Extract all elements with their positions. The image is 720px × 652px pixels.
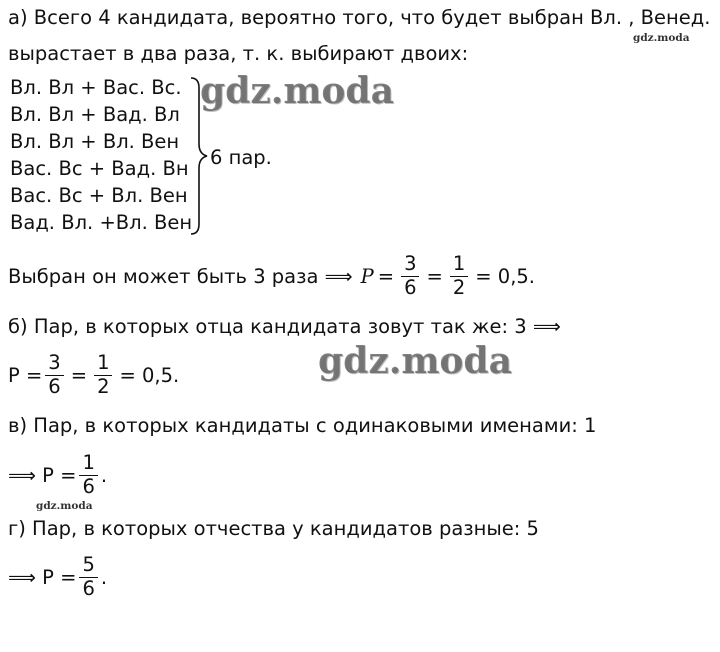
watermark-small-middle: gdz.moda: [36, 500, 93, 512]
pair-6: Вад. Вл. +Вл. Вен: [10, 211, 193, 234]
part-b-result-value: = 0,5.: [119, 363, 180, 387]
fraction-numerator: 5: [82, 553, 95, 577]
part-b-line-1: б) Пар, в которых отца кандидата зовут так же: 3 ⟹: [8, 315, 561, 338]
part-v-fraction: [79, 452, 97, 498]
part-a-eq-2: =: [426, 264, 443, 288]
part-b-result: [8, 346, 179, 404]
part-a-fraction-1: [401, 253, 419, 299]
part-b-eq: =: [70, 363, 88, 387]
pair-4: Вас. Вс + Вад. Вн: [10, 157, 189, 180]
fraction-numerator: 1: [82, 451, 95, 475]
pair-1: Вл. Вл + Вас. Вс.: [10, 76, 182, 99]
part-a-result-prefix: Выбран он может быть 3 раза ⟹: [8, 264, 353, 288]
part-v-suffix: .: [100, 463, 108, 487]
part-a-eq: =: [377, 264, 395, 288]
part-b-fraction-1: [45, 352, 63, 398]
pair-5: Вас. Вс + Вл. Вен: [10, 184, 188, 207]
fraction-numerator: 3: [48, 351, 61, 375]
fraction-denominator: 6: [82, 474, 95, 498]
fraction-numerator: 1: [452, 252, 466, 276]
watermark-small-top: gdz.moda: [633, 32, 690, 44]
fraction-denominator: 2: [452, 275, 466, 299]
fraction-denominator: 6: [82, 576, 95, 600]
part-g-result: [8, 548, 107, 606]
watermark-big-middle: gdz.moda: [318, 340, 512, 382]
pair-2: Вл. Вл + Вад. Вл: [10, 103, 180, 126]
part-a-p: P: [360, 264, 374, 288]
fraction-numerator: 1: [97, 351, 110, 375]
part-g-fraction: [79, 554, 97, 600]
pairs-count: 6 пар.: [210, 146, 272, 169]
fraction-denominator: 2: [97, 374, 110, 398]
fraction-numerator: 3: [404, 252, 417, 276]
fraction-denominator: 6: [404, 275, 417, 299]
pairs-list: [10, 76, 200, 241]
part-v-prefix: ⟹ P =: [8, 463, 77, 487]
part-a-fraction-2: [450, 253, 468, 299]
part-b-fraction-2: [94, 352, 112, 398]
pair-3: Вл. Вл + Вл. Вен: [10, 130, 180, 153]
part-b-p: P =: [8, 363, 43, 387]
fraction-denominator: 6: [48, 374, 61, 398]
part-v-result: [8, 446, 107, 504]
part-v-line-1: в) Пар, в которых кандидаты с одинаковыми именами: 1: [8, 414, 597, 437]
part-g-line-1: г) Пар, в которых отчества у кандидатов разные: 5: [8, 517, 539, 540]
part-a-result: [8, 247, 535, 305]
part-g-suffix: .: [100, 565, 108, 589]
part-a-result-value: = 0,5.: [475, 264, 535, 288]
part-a-line-1: а) Всего 4 кандидата, вероятно того, что будет выбран Вл. , Венед.: [8, 6, 711, 29]
part-a-line-2: вырастает в два раза, т. к. выбирают двоих:: [8, 42, 469, 65]
part-g-prefix: ⟹ P =: [8, 565, 77, 589]
watermark-big-top: gdz.moda: [200, 70, 394, 112]
